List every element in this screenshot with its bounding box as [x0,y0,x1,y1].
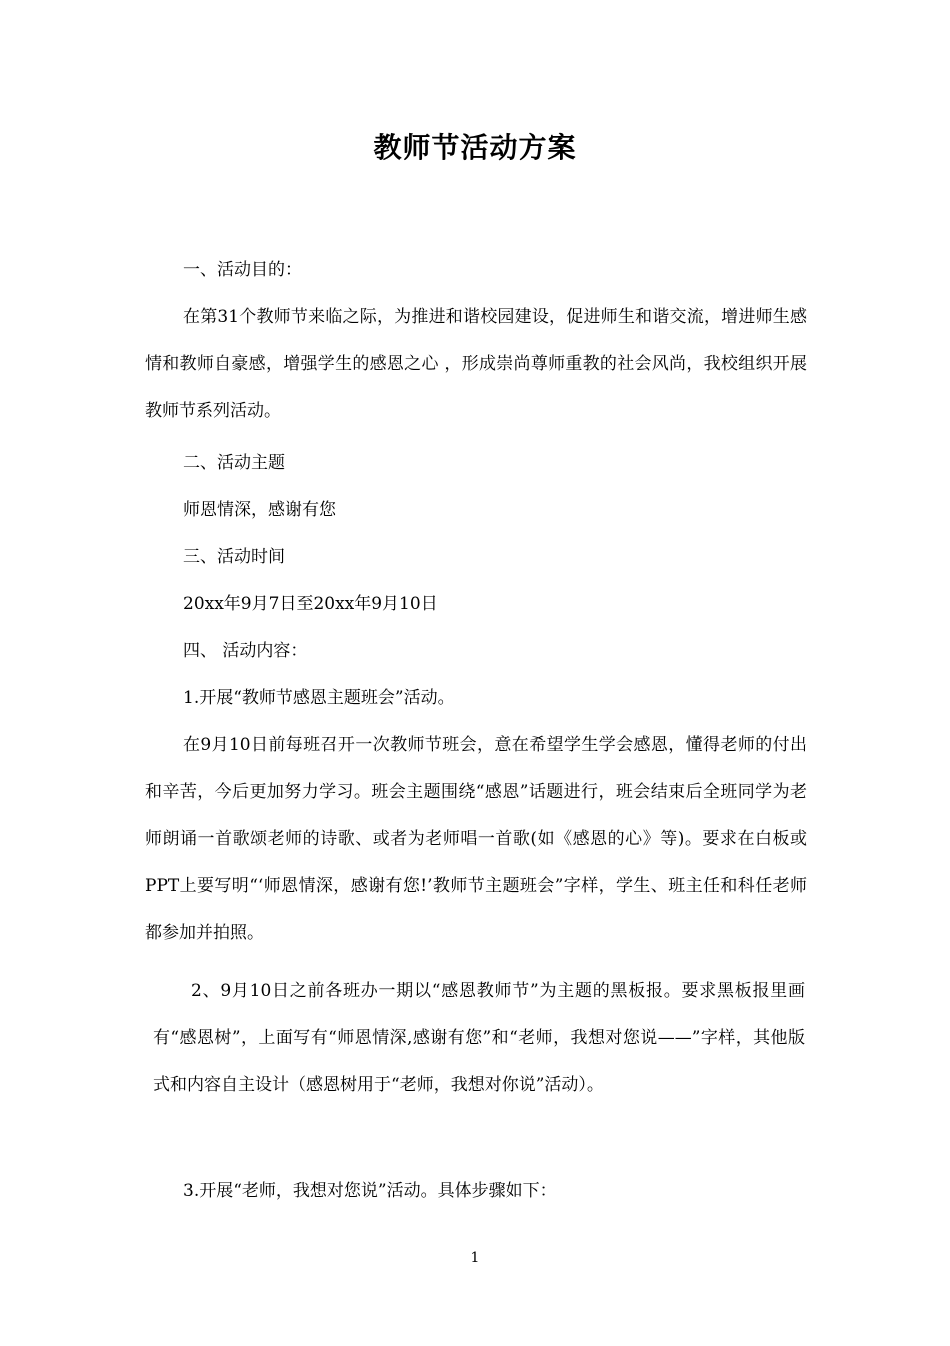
section-heading-theme: 二、活动主题 [183,453,285,473]
item-1-heading: 1.开展“教师节感恩主题班会”活动。 [183,688,455,708]
section-body-purpose: 在第31个教师节来临之际，为推进和谐校园建设，促进师生和谐交流，增进师生感情和教师自豪感，增强学生的感恩之心 ，形成崇尚尊师重教的社会风尚，我校组织开展教师节系列活动。 [145,307,807,421]
document-title: 教师节活动方案 [373,131,577,164]
section-body-theme: 师恩情深，感谢有您 [183,500,336,520]
section-heading-content: 四、 活动内容： [183,641,308,661]
page-number: 1 [470,1250,480,1266]
item-2-body: 2、9月10日之前各班办一期以“感恩教师节”为主题的黑板报。要求黑板报里画有“感恩树”，上面写有“师恩情深,感谢有您”和“老师，我想对您说——”字样，其他版式和内容自主设计（感恩树用于“老师，我想对你说”活动）。 [153,981,805,1095]
section-heading-purpose: 一、活动目的： [183,260,302,280]
section-heading-time: 三、活动时间 [183,547,285,567]
item-1-body: 在9月10日前每班召开一次教师节班会，意在希望学生学会感恩，懂得老师的付出和辛苦，今后更加努力学习。班会主题围绕“感恩”话题进行，班会结束后全班同学为老师朗诵一首歌颂老师的诗歌、或者为老师唱一首歌(如《感恩的心》等)。要求在白板或PPT上要写明“‘师恩情深，感谢有您!’教师节主题班会”字样，学生、班主任和科任老师都参加并拍照。 [145,735,807,943]
item-3-heading: 3.开展“老师，我想对您说”活动。具体步骤如下： [183,1181,557,1201]
section-body-time: 20xx年9月7日至20xx年9月10日 [183,594,438,614]
